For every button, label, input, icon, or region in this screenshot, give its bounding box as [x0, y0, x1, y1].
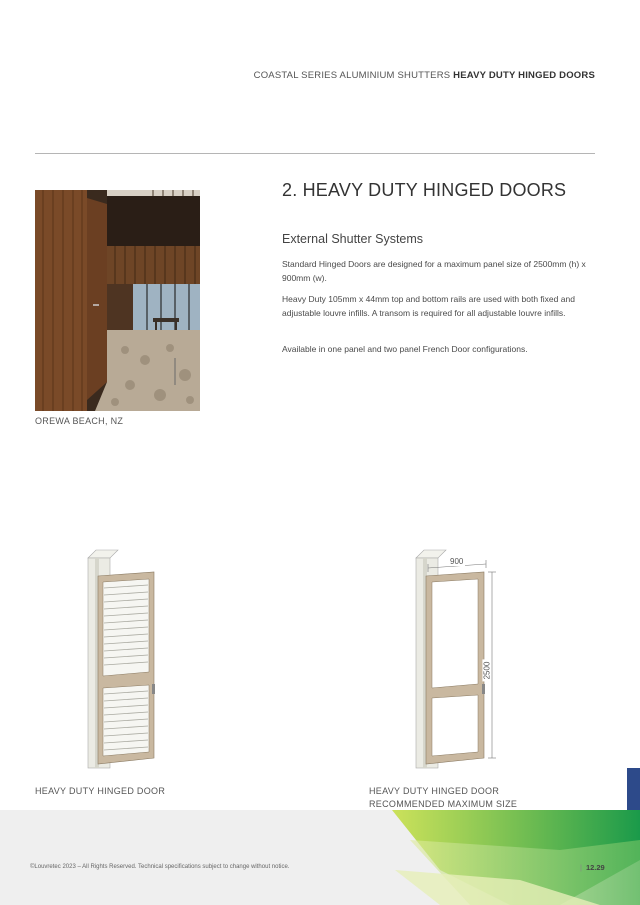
footer-green-swoosh — [0, 810, 640, 905]
paragraph-configurations: Available in one panel and two panel French Door configurations. — [282, 344, 528, 354]
photo-caption: OREWA BEACH, NZ — [35, 416, 124, 426]
page-footer — [0, 810, 640, 905]
section-title: 2. HEAVY DUTY HINGED DOORS — [282, 180, 567, 200]
width-dimension-label: 900 — [450, 557, 464, 566]
header-series: COASTAL SERIES ALUMINIUM SHUTTERS — [253, 70, 451, 81]
paragraph-rails: Heavy Duty 105mm x 44mm top and bottom rails are used with both fixed and adjustable louvre infills. A transom is required for all adjustable louvre infills. — [282, 294, 575, 318]
section-tab — [627, 768, 640, 816]
max-size-door-drawing — [410, 548, 510, 770]
louvred-door-caption: HEAVY DUTY HINGED DOOR — [35, 786, 166, 796]
page-header — [254, 70, 595, 81]
louvred-door-drawing — [82, 548, 162, 770]
copyright-notice: ©Louvretec 2023 – All Rights Reserved. Technical specifications subject to change without notice. — [30, 864, 290, 870]
orewa-beach-photo — [35, 190, 200, 411]
interior-photo-image — [35, 190, 200, 411]
paragraph-panel-size: Standard Hinged Doors are designed for a maximum panel size of 2500mm (h) x 900mm (w). — [282, 259, 586, 283]
page-number-value: 12.29 — [585, 863, 605, 872]
section-subtitle: External Shutter Systems — [282, 232, 424, 246]
page-number-separator: | — [580, 863, 582, 872]
page-number — [580, 863, 605, 872]
header-divider — [35, 153, 595, 154]
max-size-caption-line2: RECOMMENDED MAXIMUM SIZE — [369, 799, 518, 809]
header-product: HEAVY DUTY HINGED DOORS — [453, 70, 595, 81]
height-dimension-label: 2500 — [482, 661, 492, 680]
max-size-caption-line1: HEAVY DUTY HINGED DOOR — [369, 786, 500, 796]
